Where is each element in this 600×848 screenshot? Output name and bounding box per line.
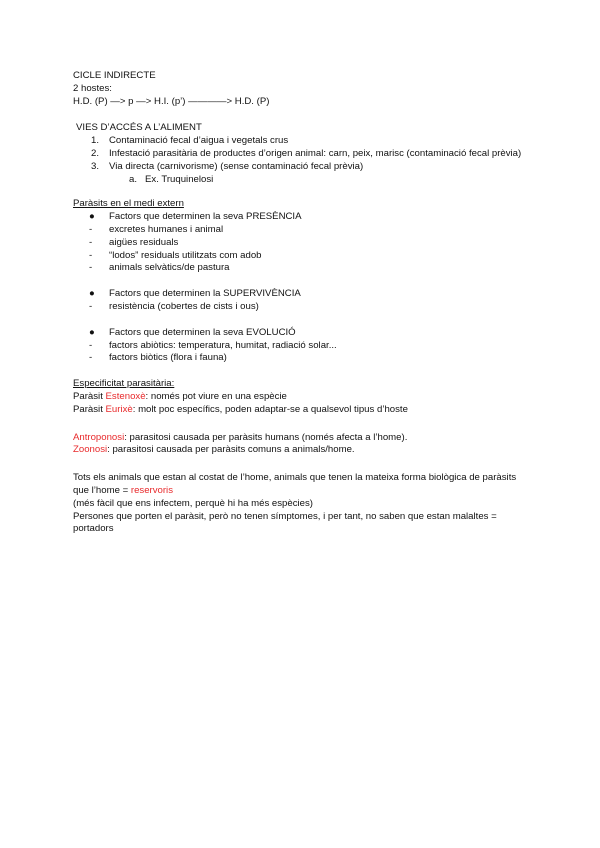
evolucio-item: - factors biòtics (flora i fauna) xyxy=(89,352,227,364)
vies-title: VIES D’ACCÉS A L’ALIMENT xyxy=(76,122,202,134)
vies-item-1 xyxy=(73,135,543,148)
evolucio-item: - factors abiòtics: temperatura, humitat, radiació solar... xyxy=(89,339,337,351)
supervivencia-bullet: ● Factors que determinen la SUPERVIVÈNCIA xyxy=(89,288,301,300)
presencia-item: - aigües residuals xyxy=(89,236,179,248)
list-number: 1. xyxy=(91,135,100,147)
stenoxe-term: Estenoxè xyxy=(105,390,146,402)
cicle-hosts: 2 hostes: xyxy=(73,82,112,94)
dash-marker: - xyxy=(89,249,93,261)
list-text: Via directa (carnivorisme) (sense contaminació fecal prèvia) xyxy=(109,160,364,172)
cicle-title: CICLE INDIRECTE xyxy=(73,70,156,81)
list-text: Infestació parasitària de productes d’origen animal: carn, peix, marisc (contaminació fecal prèvia) xyxy=(109,147,522,159)
dash-marker: - xyxy=(89,223,93,235)
reservoris-paragraph: Tots els animals que estan al costat de l’home, animals que tenen la mateixa forma biològica de paràsits que l’home = reservoris xyxy=(73,472,517,496)
document-page xyxy=(73,70,543,536)
bullet-marker: ● xyxy=(89,288,95,300)
list-text: Ex. Truquinelosi xyxy=(145,173,214,185)
portadors-paragraph: Persones que porten el paràsit, però no tenen símptomes, i per tant, no saben que estan malaltes = portadors xyxy=(73,510,497,535)
eurixe-line: Paràsit Eurixè: molt poc específics, poden adaptar-se a qualsevol tipus d’hoste xyxy=(73,403,408,415)
presencia-item: - excretes humanes i animal xyxy=(89,223,224,235)
presencia-item: - animals selvàtics/de pastura xyxy=(89,262,230,274)
bullet-marker: ● xyxy=(89,211,95,223)
list-number: 3. xyxy=(91,160,100,172)
presencia-bullet: ● Factors que determinen la seva PRESÈNCIA xyxy=(89,211,302,223)
reservoris-note: (més fàcil que ens infectem, perquè hi ha més espècies) xyxy=(73,497,313,509)
vies-item-2 xyxy=(73,148,543,161)
antroponosi-term: Antroponosi xyxy=(73,431,125,443)
eurixe-term: Eurixè xyxy=(105,403,133,415)
dash-marker: - xyxy=(89,300,93,312)
antroponosi-line: Antroponosi: parasitosi causada per paràsits humans (només afecta a l’home). xyxy=(73,431,408,443)
evolucio-bullet: ● Factors que determinen la seva EVOLUCIÓ xyxy=(89,326,296,338)
medi-title: Paràsits en el medi extern xyxy=(73,198,184,210)
vies-item-3 xyxy=(73,161,543,174)
list-number: a. xyxy=(129,173,138,185)
list-number: 2. xyxy=(91,147,100,159)
dash-marker: - xyxy=(89,339,93,351)
reservoris-term: reservoris xyxy=(130,484,173,496)
dash-marker: - xyxy=(89,236,93,248)
zoonosi-term: Zoonosi xyxy=(73,444,108,456)
zoonosi-line: Zoonosi: parasitosi causada per paràsits comuns a animals/home. xyxy=(73,444,355,456)
dash-marker: - xyxy=(89,352,93,364)
cicle-formula: H.D. (P) —> p —> H.I. (p’) ————> H.D. (P) xyxy=(73,95,270,107)
presencia-item: - “lodos” residuals utilitzats com adob xyxy=(89,249,262,261)
supervivencia-item: - resistència (cobertes de cists i ous) xyxy=(89,300,259,312)
dash-marker: - xyxy=(89,262,93,274)
especificitat-title: Especificitat parasitària: xyxy=(73,378,175,390)
bullet-marker: ● xyxy=(89,326,95,338)
vies-subitem-a xyxy=(73,174,543,187)
list-text: Contaminació fecal d’aigua i vegetals crus xyxy=(109,135,289,147)
stenoxe-line: Paràsit Estenoxè: només pot viure en una espècie xyxy=(73,390,287,402)
